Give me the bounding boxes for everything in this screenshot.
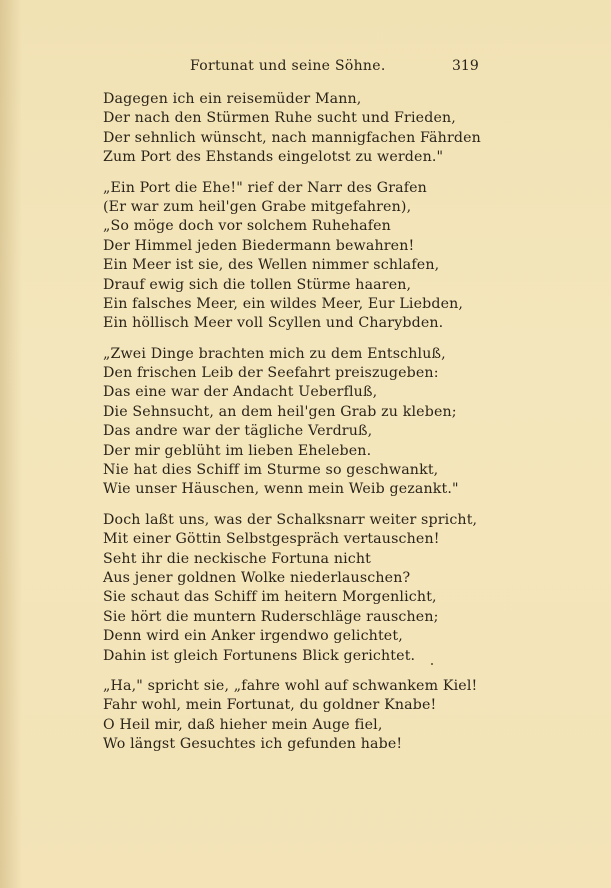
verse-line: Der nach den Stürmen Ruhe sucht und Frieden, xyxy=(103,110,456,127)
verse-line: Sie hört die muntern Ruderschläge rauschen; xyxy=(103,608,439,625)
page-number: 319 xyxy=(452,58,479,74)
verse-line: O Heil mir, daß hieher mein Auge fiel, xyxy=(103,716,383,733)
verse-line: Mit einer Göttin Selbstgespräch vertauschen! xyxy=(103,531,440,548)
verse-line: Ein Meer ist sie, des Wellen nimmer schlafen, xyxy=(103,257,440,274)
verse-line: Denn wird ein Anker irgendwo gelichtet, xyxy=(103,628,403,645)
verse-line: „So möge doch vor solchem Ruhehafen xyxy=(103,218,391,235)
verse-line: Dagegen ich ein reisemüder Mann, xyxy=(103,91,362,107)
verse-line: Wo längst Gesuchtes ich gefunden habe! xyxy=(103,736,403,753)
running-header xyxy=(0,58,611,80)
stanza-5 xyxy=(103,677,523,755)
verse-line: Der sehnlich wünscht, nach mannigfachen Fährden xyxy=(103,129,481,146)
verse-line: Drauf ewig sich die tollen Stürme haaren, xyxy=(103,276,412,293)
verse-line: Der mir geblüht im lieben Eheleben. xyxy=(103,442,372,459)
verse-line: Sie schaut das Schiff im heitern Morgenlicht, xyxy=(103,589,437,606)
verse-line: Fahr wohl, mein Fortunat, du goldner Knabe! xyxy=(103,697,437,714)
verse-line: (Er war zum heil'gen Grabe mitgefahren), xyxy=(103,198,412,215)
verse-line: Wie unser Häuschen, wenn mein Weib gezankt." xyxy=(103,481,459,498)
verse-line: „Ein Port die Ehe!" rief der Narr des Grafen xyxy=(103,179,427,196)
stanza-2 xyxy=(103,179,523,334)
verse-line: Die Sehnsucht, an dem heil'gen Grab zu kleben; xyxy=(103,403,457,420)
verse-line: „Zwei Dinge brachten mich zu dem Entschluß, xyxy=(103,345,446,362)
verse-line: Zum Port des Ehstands eingelotst zu werden." xyxy=(103,149,444,166)
stanza-1 xyxy=(103,90,523,168)
verse-line: Ein höllisch Meer voll Scyllen und Charybden. xyxy=(103,315,444,332)
verse-line: Nie hat dies Schiff im Sturme so geschwankt, xyxy=(103,462,439,479)
running-title: Fortunat und seine Söhne. xyxy=(190,58,386,74)
verse-line: Das andre war der tägliche Verdruß, xyxy=(103,423,373,440)
verse-line: Dahin ist gleich Fortunens Blick gerichtet. xyxy=(103,647,416,664)
verse-line: Ein falsches Meer, ein wildes Meer, Eur Liebden, xyxy=(103,295,464,312)
poem-body xyxy=(103,90,523,766)
verse-line: Den frischen Leib der Seefahrt preiszugeben: xyxy=(103,365,439,382)
stanza-4 xyxy=(103,511,523,666)
page-edge-shadow xyxy=(0,0,22,888)
verse-line: Der Himmel jeden Biedermann bewahren! xyxy=(103,237,415,254)
verse-line: Das eine war der Andacht Ueberfluß, xyxy=(103,384,378,401)
ink-speck xyxy=(431,663,433,665)
verse-line: „Ha," spricht sie, „fahre wohl auf schwankem Kiel! xyxy=(103,677,478,694)
verse-line: Doch laßt uns, was der Schalksnarr weiter spricht, xyxy=(103,511,478,528)
stanza-3 xyxy=(103,345,523,500)
verse-line: Seht ihr die neckische Fortuna nicht xyxy=(103,550,372,567)
verse-line: Aus jener goldnen Wolke niederlauschen? xyxy=(103,569,411,586)
